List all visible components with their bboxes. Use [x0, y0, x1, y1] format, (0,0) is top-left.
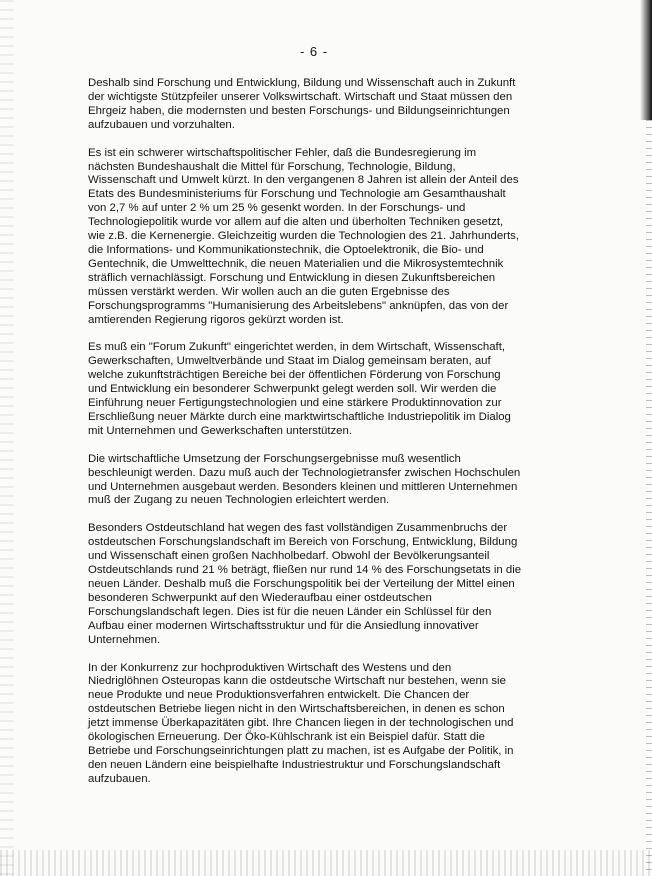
text-line: müssen verstärkt werden. Wir wollen auch an die guten Ergebnisse des [88, 285, 450, 298]
paragraph [88, 522, 526, 647]
scan-edge-bottom [0, 850, 652, 876]
text-line: neue Produkte und neue Produktionsverfahren entwickelt. Die Chancen der [88, 689, 470, 702]
text-line: nächsten Bundeshaushalt die Mittel für Forschung, Technologie, Bildung, [88, 160, 456, 173]
text-line: aufzubauen und vorzuhalten. [88, 118, 235, 131]
text-line: ostdeutschen Betriebe liegen nicht in den Wirtschaftsbereichen, in denen es schon [88, 703, 505, 716]
text-line: der wichtigste Stützpfeiler unserer Volkswirtschaft. Wirtschaft und Staat müssen den [88, 90, 513, 103]
text-line: Ostdeutschlands rund 21 % beträgt, fließen nur rund 14 % des Forschungsetats in die [88, 564, 522, 577]
text-line: Einführung neuer Fertigungstechnologien und eine stärkere Produktinnovation zur [88, 397, 502, 410]
text-line: muß der Zugang zu neuen Technologien erleichtert werden. [88, 494, 390, 507]
page-number: - 6 - [299, 44, 329, 59]
document-body [88, 77, 526, 801]
text-line: Deshalb sind Forschung und Entwicklung, Bildung und Wissenschaft auch in Zukunft [88, 77, 516, 89]
text-line: Technologiepolitik wurde vor allem auf die alten und überholten Techniken gesetzt, [88, 216, 504, 229]
text-line: Unternehmen. [88, 633, 161, 646]
scan-edge-left [0, 0, 14, 876]
text-line: die Informations- und Kommunikationstechnik, die Optoelektronik, die Bio- und [88, 243, 484, 256]
text-line: Niedriglöhnen Osteuropas kann die ostdeutsche Wirtschaft nur bestehen, wenn sie [88, 675, 506, 688]
text-line: Besonders Ostdeutschland hat wegen des fast vollständigen Zusammenbruchs der [88, 522, 508, 535]
text-line: Es muß ein "Forum Zukunft" eingerichtet werden, in dem Wirtschaft, Wissenschaft, [88, 341, 506, 354]
text-line: Gewerkschaften, Umweltverbände und Staat im Dialog gemeinsam beraten, auf [88, 355, 491, 368]
paragraph [88, 662, 526, 787]
text-line: und Unternehmen ausgebaut werden. Besonders kleinen und mittleren Unternehmen [88, 480, 518, 493]
text-line: Die wirtschaftliche Umsetzung der Forschungsergebnisse muß wesentlich [88, 452, 461, 465]
text-line: amtierenden Regierung rigoros gekürzt worden ist. [88, 313, 344, 326]
paragraph [88, 77, 526, 133]
text-line: In der Konkurrenz zur hochproduktiven Wirtschaft des Westens und den [88, 661, 452, 674]
paragraph [88, 147, 526, 328]
scan-edge-right [640, 0, 652, 120]
text-line: jetzt immense Überkapazitäten gibt. Ihre Chancen liegen in der technologischen und [88, 717, 514, 730]
text-line: Forschungslandschaft legen. Dies ist für die neuen Länder ein Schlüssel für den [88, 605, 492, 618]
text-line: welche zukunftsträchtigen Bereiche bei der öffentlichen Förderung von Forschung [88, 369, 501, 382]
text-line: aufzubauen. [88, 772, 151, 785]
text-line: ostdeutschen Forschungslandschaft im Bereich von Forschung, Entwicklung, Bildung [88, 536, 518, 549]
scan-edge-right-lower [646, 120, 652, 876]
text-line: beschleunigt werden. Dazu muß auch der Technologietransfer zwischen Hochschulen [88, 466, 521, 479]
paragraph [88, 341, 526, 438]
text-line: besonderen Schwerpunkt auf den Wiederaufbau einer ostdeutschen [88, 591, 432, 604]
text-line: sträflich vernachlässigt. Forschung und Entwicklung in diesen Zukunftsbereichen [88, 271, 496, 284]
text-line: Ehrgeiz haben, die modernsten und besten Forschungs- und Bildungseinrichtungen [88, 104, 510, 117]
text-line: neuen Länder. Deshalb muß die Forschungspolitik bei der Verteilung der Mittel einen [88, 578, 515, 590]
text-line: und Wissenschaft einen großen Nachholbedarf. Obwohl der Bevölkerungsanteil [88, 550, 490, 563]
text-line: ökologischen Erneuerung. Der Öko-Kühlschrank ist ein Beispiel dafür. Statt die [88, 731, 485, 744]
paragraph [88, 453, 526, 509]
text-line: von 2,7 % auf unter 2 % um 25 % gesenkt worden. In der Forschungs- und [88, 202, 466, 215]
text-line: Erschließung neuer Märkte durch eine marktwirtschaftliche Industriepolitik im Dialog [88, 410, 511, 423]
text-line: Aufbau einer modernen Wirtschaftsstruktur und für die Ansiedlung innovativer [88, 619, 479, 632]
text-line: wie z.B. die Kernenergie. Gleichzeitig wurden die Technologien des 21. Jahrhunderts, [88, 230, 519, 243]
text-line: Betriebe und Forschungseinrichtungen platt zu machen, ist es Aufgabe der Politik, in [88, 744, 514, 757]
text-line: Forschungsprogramms "Humanisierung des Arbeitslebens" anknüpfen, das von der [88, 299, 509, 312]
text-line: und Entwicklung ein besonderer Schwerpunkt gelegt werden soll. Wir werden die [88, 383, 497, 396]
text-line: Etats des Bundesministeriums für Forschung und Technologie am Gesamthaushalt [88, 188, 506, 201]
text-line: mit Unternehmen und Gewerkschaften unterstützen. [88, 424, 353, 437]
text-line: Wissenschaft und Umwelt kürzt. In den vergangenen 8 Jahren ist allein der Anteil des [88, 174, 519, 187]
text-line: Es ist ein schwerer wirtschaftspolitischer Fehler, daß die Bundesregierung im [88, 146, 477, 159]
text-line: Gentechnik, die Umwelttechnik, die neuen Materialien und die Mikrosystemtechnik [88, 257, 504, 270]
text-line: den neuen Ländern eine beispielhafte Industriestruktur und Forschungslandschaft [88, 758, 501, 771]
